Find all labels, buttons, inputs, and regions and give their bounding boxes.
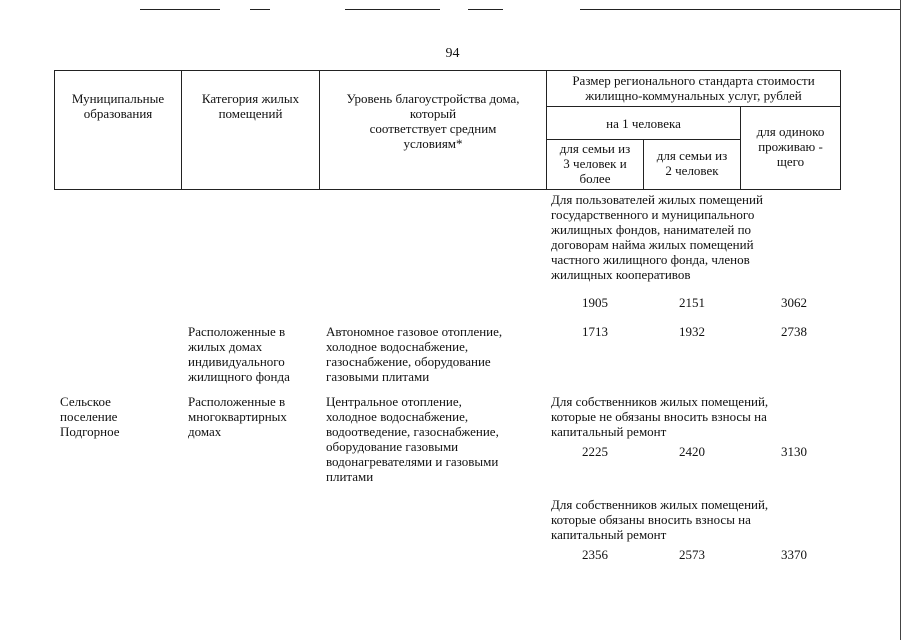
group1-value-single: 3062 bbox=[781, 295, 807, 310]
header-per-person: на 1 человека bbox=[606, 116, 681, 131]
group3-value-family3: 2356 bbox=[582, 547, 608, 562]
row1-level: Автономное газовое отопление, холодное водоснабжение, газоснабжение, оборудование газовыми плитами bbox=[326, 324, 503, 384]
row2-level: Центральное отопление, холодное водоснабжение, водоотведение, газоснабжение, оборудование газовыми водонагревателями и газовыми плитами bbox=[326, 394, 499, 484]
header-standard: Размер регионального стандарта стоимости жилищно-коммунальных услуг, рублей bbox=[572, 73, 815, 103]
header-family2: для семьи из 2 человек bbox=[656, 148, 728, 178]
header-level: Уровень благоустройства дома, который соответствует средним условиям* bbox=[346, 91, 520, 151]
header-family3: для семьи из 3 человек и более bbox=[559, 141, 631, 186]
top-rule bbox=[580, 9, 900, 10]
group3-caption: Для собственников жилых помещений, которые обязаны вносить взносы на капитальный ремонт bbox=[551, 497, 769, 542]
row1-value-family3: 1713 bbox=[582, 324, 608, 339]
group2-value-single: 3130 bbox=[781, 444, 807, 459]
top-rule bbox=[250, 9, 270, 10]
group1-caption: Для пользователей жилых помещений государственного и муниципального жилищных фондов, нанимателей по договорам найма жилых помещений частного жилищного фонда, членов жилищных кооперативов bbox=[551, 192, 763, 282]
group2-caption: Для собственников жилых помещений, которые не обязаны вносить взносы на капитальный ремонт bbox=[551, 394, 769, 439]
municipality-name: Сельское поселение Подгорное bbox=[60, 394, 120, 439]
group3-value-family2: 2573 bbox=[679, 547, 705, 562]
top-rule bbox=[345, 9, 440, 10]
group2-value-family3: 2225 bbox=[582, 444, 608, 459]
group1-value-family3: 1905 bbox=[582, 295, 608, 310]
header-category: Категория жилых помещений bbox=[201, 91, 300, 121]
scan-edge bbox=[900, 0, 901, 640]
group3-value-single: 3370 bbox=[781, 547, 807, 562]
page-number: 94 bbox=[445, 46, 460, 61]
header-single: для одиноко проживаю - щего bbox=[756, 124, 825, 169]
row2-category: Расположенные в многоквартирных домах bbox=[188, 394, 287, 439]
group1-value-family2: 2151 bbox=[679, 295, 705, 310]
row1-value-single: 2738 bbox=[781, 324, 807, 339]
header-municipalities: Муниципальные образования bbox=[71, 91, 165, 121]
top-rule bbox=[468, 9, 503, 10]
row1-value-family2: 1932 bbox=[679, 324, 705, 339]
group2-value-family2: 2420 bbox=[679, 444, 705, 459]
row1-category: Расположенные в жилых домах индивидуального жилищного фонда bbox=[188, 324, 290, 384]
top-rule bbox=[140, 9, 220, 10]
